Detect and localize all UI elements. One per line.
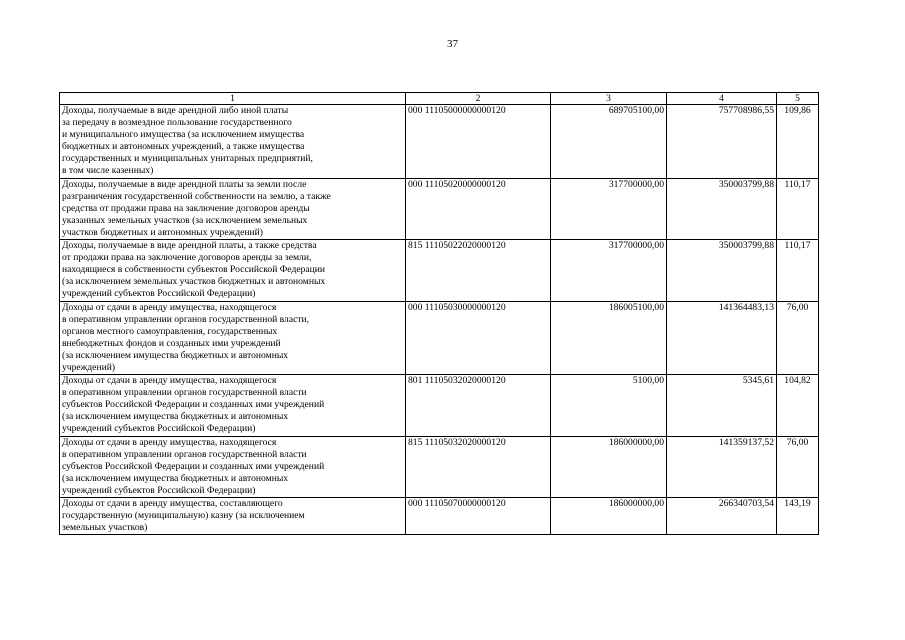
row-code: 000 11105030000000120: [406, 301, 551, 375]
table-row: [60, 436, 819, 497]
revenue-table: [59, 92, 819, 535]
row-percent: 110,17: [777, 240, 819, 301]
row-actual-amount: 266340703,54: [667, 498, 777, 535]
row-code: 801 11105032020000120: [406, 375, 551, 436]
row-plan-amount: 186000000,00: [551, 498, 667, 535]
row-plan-amount: 186000000,00: [551, 436, 667, 497]
row-actual-amount: 141364483,13: [667, 301, 777, 375]
row-plan-amount: 317700000,00: [551, 240, 667, 301]
table-row: [60, 498, 819, 535]
row-percent: 76,00: [777, 301, 819, 375]
column-number-header-row: [60, 93, 819, 105]
row-code: 000 11105020000000120: [406, 178, 551, 239]
column-header: 5: [777, 93, 819, 105]
row-description: Доходы, получаемые в виде арендной либо иной платы за передачу в возмездное пользование государственного и муниципального имущества (за исключением имущества бюджетных и автономных учреждений, а также имущества государственных и муниципальных унитарных предприятий, в том числе казенных): [60, 105, 406, 179]
row-percent: 110,17: [777, 178, 819, 239]
row-plan-amount: 689705100,00: [551, 105, 667, 179]
table-row: [60, 375, 819, 436]
row-percent: 104,82: [777, 375, 819, 436]
row-description: Доходы от сдачи в аренду имущества, находящегося в оперативном управлении органов государственной власти, органов местного самоуправления, государственных внебюджетных фондов и созданных ими учреждений (за исключением имущества бюджетных и автономных учреждений): [60, 301, 406, 375]
row-actual-amount: 5345,61: [667, 375, 777, 436]
row-description: Доходы от сдачи в аренду имущества, находящегося в оперативном управлении органов государственной власти субъектов Российской Федерации и созданных ими учреждений (за исключением имущества бюджетных и автономных учреждений субъектов Российской Федерации): [60, 375, 406, 436]
row-percent: 109,86: [777, 105, 819, 179]
column-header: 4: [667, 93, 777, 105]
table-row: [60, 178, 819, 239]
row-plan-amount: 317700000,00: [551, 178, 667, 239]
row-description: Доходы от сдачи в аренду имущества, составляющего государственную (муниципальную) казну (за исключением земельных участков): [60, 498, 406, 535]
row-plan-amount: 186005100,00: [551, 301, 667, 375]
row-percent: 143,19: [777, 498, 819, 535]
row-code: 000 11105070000000120: [406, 498, 551, 535]
row-code: 815 11105032020000120: [406, 436, 551, 497]
table-row: [60, 301, 819, 375]
table-row: [60, 105, 819, 179]
table-row: [60, 240, 819, 301]
row-actual-amount: 350003799,88: [667, 178, 777, 239]
page-number: 37: [447, 38, 458, 50]
row-actual-amount: 757708986,55: [667, 105, 777, 179]
row-actual-amount: 350003799,88: [667, 240, 777, 301]
column-header: 2: [406, 93, 551, 105]
row-description: Доходы, получаемые в виде арендной платы за земли после разграничения государственной собственности на землю, а также средства от продажи права на заключение договоров аренды указанных земельных участков (за исключением земельных участков бюджетных и автономных учреждений): [60, 178, 406, 239]
row-code: 000 11105000000000120: [406, 105, 551, 179]
row-description: Доходы от сдачи в аренду имущества, находящегося в оперативном управлении органов государственной власти субъектов Российской Федерации и созданных ими учреждений (за исключением имущества бюджетных и автономных учреждений субъектов Российской Федерации): [60, 436, 406, 497]
row-code: 815 11105022020000120: [406, 240, 551, 301]
row-plan-amount: 5100,00: [551, 375, 667, 436]
row-percent: 76,00: [777, 436, 819, 497]
column-header: 1: [60, 93, 406, 105]
column-header: 3: [551, 93, 667, 105]
row-description: Доходы, получаемые в виде арендной платы, а также средства от продажи права на заключение договоров аренды за земли, находящиеся в собственности субъектов Российской Федерации (за исключением земельных участков бюджетных и автономных учреждений субъектов Российской Федерации): [60, 240, 406, 301]
row-actual-amount: 141359137,52: [667, 436, 777, 497]
